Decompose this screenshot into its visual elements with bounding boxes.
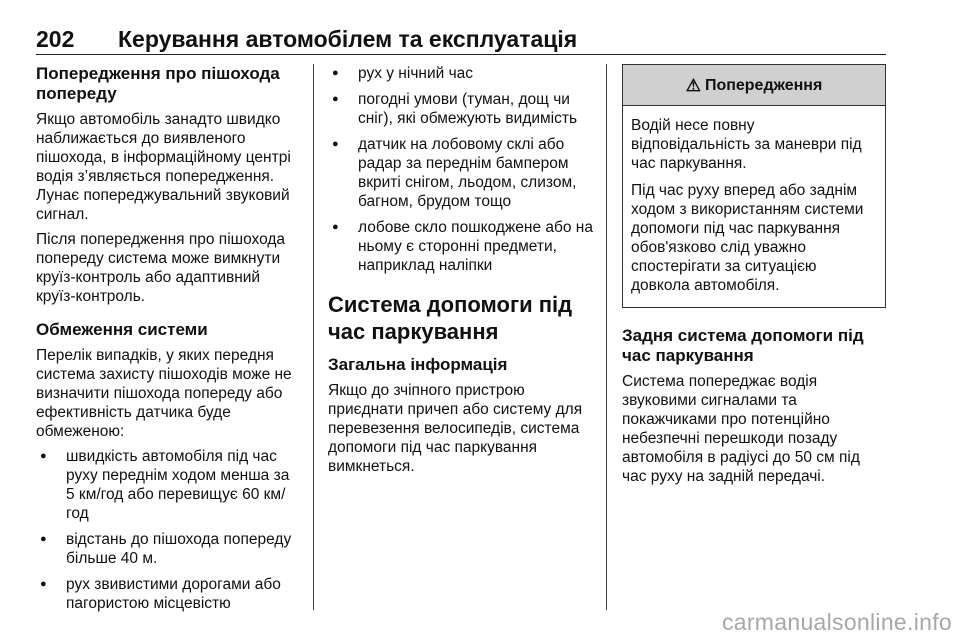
paragraph: Під час руху вперед або заднім ходом з використанням системи допомоги під час паркування обов'язково слід уважно спостерігати за ситуацією довкола автомобіля. <box>631 182 864 294</box>
chapter-heading-parking-assist: Система допомоги під час паркування <box>328 292 573 344</box>
watermark: carmanualsonline.info <box>721 609 952 635</box>
warning-title: Попередження <box>704 76 823 94</box>
bullet-list <box>328 64 596 275</box>
section-heading-pedestrian-warning: Попередження про пішохода попереду <box>36 64 280 103</box>
paragraph: Якщо автомобіль занадто швидко наближається до виявленого пішохода, в інформаційному центрі водія з’являється попередження. Лунає попереджувальний звуковий сигнал. <box>36 111 291 223</box>
column-divider <box>606 64 607 610</box>
running-title: Керування автомобілем та експлуатація <box>118 26 578 52</box>
page-number: 202 <box>36 26 75 52</box>
bullet-list <box>36 447 300 613</box>
list-item: ● датчик на лобовому склі або радар за переднім бампером вкриті снігом, льодом, слизом, багном, брудом тощо <box>328 135 596 211</box>
paragraph: Перелік випадків, у яких передня система захисту пішоходів може не визначити пішохода попереду або ефективність датчика буде обмеженою: <box>36 347 292 440</box>
list-item: ● рух звивистими дорогами або пагористою місцевістю <box>36 575 300 613</box>
section-heading-general-info: Загальна інформація <box>328 355 508 374</box>
section-heading-system-limits: Обмеження системи <box>36 320 208 339</box>
warning-box <box>622 64 886 308</box>
warning-header <box>623 65 885 106</box>
list-item: ● лобове скло пошкоджене або на ньому є сторонні предмети, наприклад наліпки <box>328 218 596 275</box>
list-item: ● погодні умови (туман, дощ чи сніг), які обмежують видимість <box>328 90 596 128</box>
column-divider <box>313 64 314 610</box>
column-3 <box>622 64 886 492</box>
column-2 <box>328 64 596 482</box>
paragraph: Після попередження про пішохода попереду система може вимкнути круїз-контроль або адаптивний круїз-контроль. <box>36 231 286 305</box>
paragraph: Якщо до зчіпного пристрою приєднати причеп або систему для перевезення велосипедів, система допомоги під час паркування вимкнеться. <box>328 382 583 475</box>
warning-body <box>623 106 885 307</box>
list-item: ● рух у нічний час <box>328 64 596 83</box>
paragraph: Система попереджає водія звуковими сигналами та покажчиками про потенційно небезпечні перешкоди позаду автомобіля в радіусі до 50 см під час руху на задній передачі. <box>622 373 860 485</box>
warning-triangle-icon: ⚠ <box>685 75 701 95</box>
section-heading-rear-parking-assist: Задня система допомоги під час паркування <box>622 326 864 365</box>
list-item: ● швидкість автомобіля під час руху переднім ходом менша за 5 км/год або перевищує 60 км/год <box>36 447 300 523</box>
list-item: ● відстань до пішохода попереду більше 40 м. <box>36 530 300 568</box>
paragraph: Водій несе повну відповідальність за маневри під час паркування. <box>631 117 862 172</box>
page-header <box>36 26 886 55</box>
column-1 <box>36 64 300 620</box>
